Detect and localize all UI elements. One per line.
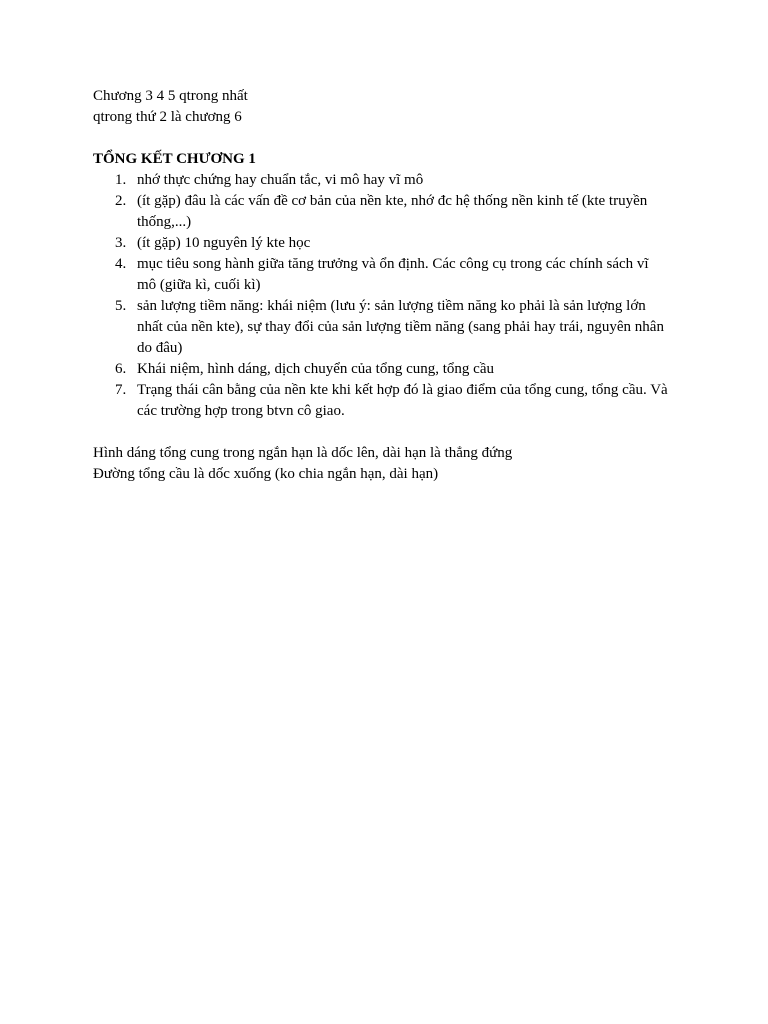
list-item	[93, 296, 678, 359]
list-item	[93, 170, 678, 191]
intro-line-1: Chương 3 4 5 qtrong nhất	[93, 88, 248, 104]
list-item-number: 5.	[115, 298, 127, 314]
intro-line-2: qtrong thứ 2 là chương 6	[93, 109, 242, 125]
list-item-text: Trạng thái cân bằng của nền kte khi kết hợp đó là giao điểm của tổng cung, tổng cầu. Và các trường hợp trong btvn cô giao.	[137, 382, 668, 419]
list-item-number: 2.	[115, 193, 127, 209]
list-item-number: 7.	[115, 382, 127, 398]
spacer	[93, 128, 678, 149]
list-item-text: mục tiêu song hành giữa tăng trưởng và ổn định. Các công cụ trong các chính sách vĩ mô (giữa kì, cuối kì)	[137, 256, 649, 293]
summary-heading: TỔNG KẾT CHƯƠNG 1	[93, 151, 256, 167]
list-item	[93, 191, 678, 233]
note-line-2: Đường tổng cầu là dốc xuống (ko chia ngắn hạn, dài hạn)	[93, 466, 439, 482]
list-item-number: 1.	[115, 172, 127, 188]
list-item-number: 4.	[115, 256, 127, 272]
list-item-number: 6.	[115, 361, 127, 377]
list-item	[93, 233, 678, 254]
summary-list	[93, 170, 678, 422]
list-item	[93, 359, 678, 380]
spacer	[93, 422, 678, 443]
list-item-text: (ít gặp) 10 nguyên lý kte học	[137, 235, 311, 251]
list-item-text: nhớ thực chứng hay chuẩn tắc, vi mô hay vĩ mô	[137, 172, 424, 188]
list-item-text: Khái niệm, hình dáng, dịch chuyển của tổng cung, tổng cầu	[137, 361, 494, 377]
note-line-1: Hình dáng tổng cung trong ngắn hạn là dốc lên, dài hạn là thẳng đứng	[93, 445, 513, 461]
list-item-number: 3.	[115, 235, 127, 251]
list-item	[93, 380, 678, 422]
list-item	[93, 254, 678, 296]
list-item-text: sản lượng tiềm năng: khái niệm (lưu ý: sản lượng tiềm năng ko phải là sản lượng lớn nhất của nền kte), sự thay đổi của sản lượng tiềm năng (sang phải hay trái, nguyên nhân do đâu)	[137, 298, 664, 356]
list-item-text: (ít gặp) đâu là các vấn đề cơ bản của nền kte, nhớ đc hệ thống nền kinh tế (kte truyền thống,...)	[137, 193, 648, 230]
